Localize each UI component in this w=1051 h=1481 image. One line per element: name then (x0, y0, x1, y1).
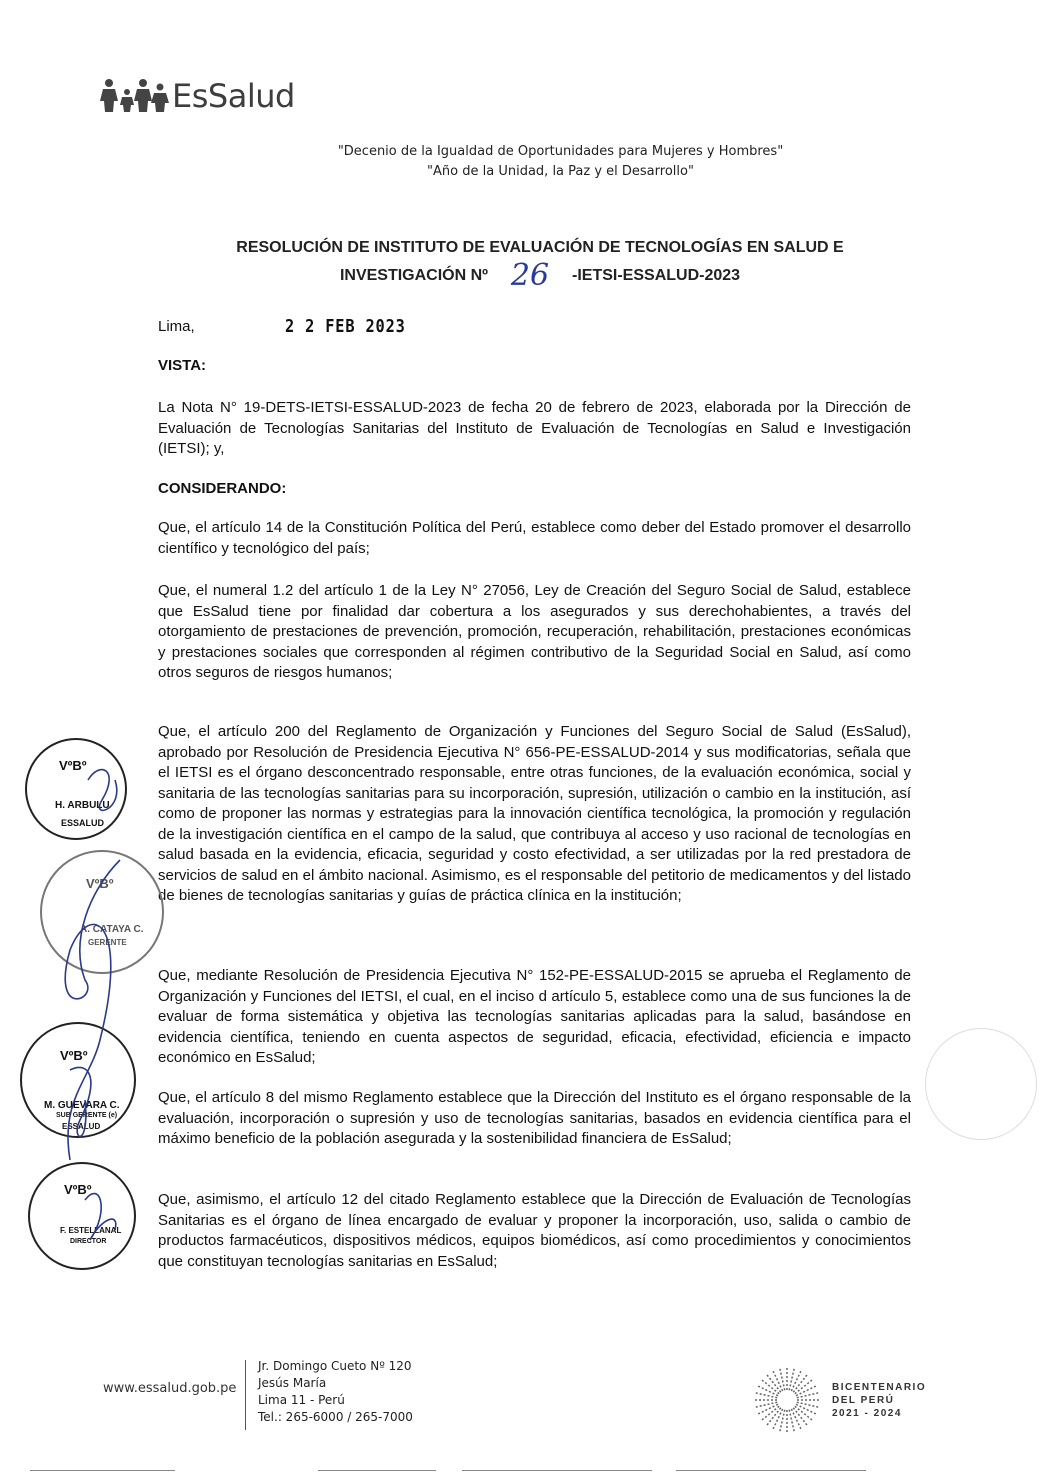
paragraph-5: Que, el artículo 8 del mismo Reglamento establece que la Dirección del Instituto es el órgano responsable de la evaluación, incorporación o supresión y uso de tecnologías sanitarias, basados en evidencia científica para el máximo beneficio de la población asegurada y la sostenibilidad financiera de EsSalud; (158, 1089, 911, 1147)
address-line-2: Jesús María (258, 1376, 327, 1390)
seal-org: ESSALUD (61, 818, 105, 828)
bicentenario-text (832, 1381, 926, 1420)
paragraph-1: Que, el artículo 14 de la Constitución Política del Perú, establece como deber del Estado promover el desarrollo científico y tecnológico del país; (158, 519, 911, 557)
bicentenario-line-3: 2021 - 2024 (832, 1408, 902, 1419)
footer-divider (245, 1360, 246, 1430)
seal-vb: VºBº (64, 1182, 92, 1197)
address-line-1: Jr. Domingo Cueto Nº 120 (258, 1359, 412, 1373)
paragraph-4: Que, mediante Resolución de Presidencia Ejecutiva N° 152-PE-ESSALUD-2015 se aprueba el Reglamento de Organización y Funciones del IETSI, el cual, en el inciso d artículo 5, establece como una de sus funciones la de evaluar de forma sistemática y objetiva las tecnologías sanitarias aplicadas para la salud, basándose en evidencia científica, teniendo en cuenta aspectos de seguridad, eficacia, efectividad, eficiencia e impacto económico en EsSalud; (158, 967, 911, 1066)
paragraph-6: Que, asimismo, el artículo 12 del citado Reglamento establece que la Dirección de Evaluación de Tecnologías Sanitarias es el órgano de línea encargado de evaluar y proponer la incorporación, uso, salida o cambio de productos farmacéuticos, dispositivos médicos, equipos biomédicos, así como procedimientos y conocimientos que constituyan tecnologías sanitarias en EsSalud; (158, 1191, 911, 1270)
handwritten-signatures (30, 740, 210, 1270)
considerando-heading: CONSIDERANDO: (158, 480, 287, 497)
bottom-rule (30, 1470, 175, 1471)
bottom-rule (676, 1470, 866, 1471)
footer-address (258, 1358, 413, 1426)
family-icon (100, 78, 170, 112)
title-suffix: -IETSI-ESSALUD-2023 (572, 267, 741, 284)
faint-seal-outline (925, 1028, 1037, 1140)
handwritten-number: 26 (510, 258, 550, 293)
date-stamp: 2 2 FEB 2023 (285, 316, 406, 337)
resolution-title (140, 234, 940, 293)
seal-role: SUB GERENTE (e) (56, 1112, 118, 1119)
title-line-2 (140, 258, 940, 293)
seal-vb: VºBº (86, 876, 114, 891)
vista-text: La Nota N° 19-DETS-IETSI-ESSALUD-2023 de fecha 20 de febrero de 2023, elaborada por la Dirección de Evaluación de Tecnologías Sanitarias del Instituto de Evaluación de Tecnologías en Salud e Investigación (IETSI); y, (158, 399, 911, 457)
seal-role: DIRECTOR (70, 1238, 107, 1245)
bottom-rule (318, 1470, 436, 1471)
paragraph-2: Que, el numeral 1.2 del artículo 1 de la Ley N° 27056, Ley de Creación del Seguro Social de Salud, establece que EsSalud tiene por finalidad dar cobertura a los asegurados y sus derechohabientes, a través del otorgamiento de prestaciones de prevención, promoción, recuperación, rehabilitación, prestaciones económicas y prestaciones sociales que corresponden al régimen contributivo de la Seguridad Social en Salud, así como otros seguros de riesgos humanos; (158, 582, 911, 681)
seal-name: A. CATAYA C. (80, 924, 144, 935)
essalud-logo (100, 77, 295, 115)
title-prefix: INVESTIGACIÓN Nº (339, 267, 489, 284)
address-phone: Tel.: 265-6000 / 265-7000 (258, 1410, 413, 1424)
seal-name: F. ESTELLANAL (60, 1226, 122, 1235)
address-line-3: Lima 11 - Perú (258, 1393, 345, 1407)
footer-url: www.essalud.gob.pe (103, 1381, 237, 1396)
paragraph-3: Que, el artículo 200 del Reglamento de Organización y Funciones del Seguro Social de Salud (EsSalud), aprobado por Resolución de Presidencia Ejecutiva N° 656-PE-ESSALUD-2014 y sus modificatorias, señala que el IETSI es el órgano desconcentrado responsable, entre otras funciones, de la evaluación económica, social y sanitaria de las tecnologías sanitarias para su incorporación, supresión, utilización o cambio en la institución, así como de proponer las normas y estrategias para la innovación científica tecnológica, la promoción y regulación de la investigación científica en el campo de la salud, que contribuya al acceso y uso racional de tecnologías en salud basada en la evidencia, eficacia, seguridad y costo efectividad, a ser utilizadas por la red prestadora de servicios de salud en el ámbito nacional. Asimismo, es el responsable del petitorio de medicamentos y del listado de bienes de tecnologías sanitarias y guías de práctica clínica en la institución; (158, 723, 911, 904)
title-line-1: RESOLUCIÓN DE INSTITUTO DE EVALUACIÓN DE TECNOLOGÍAS EN SALUD E (236, 239, 844, 256)
seal-role: GERENTE (88, 938, 127, 947)
bicentenario-line-2: DEL PERÚ (832, 1395, 895, 1406)
bottom-rule (462, 1470, 652, 1471)
slogans (0, 142, 1051, 182)
bicentenario-line-1: BICENTENARIO (832, 1382, 927, 1393)
vista-heading: VISTA: (158, 357, 207, 374)
seal-name: M. GUEVARA C. (44, 1100, 120, 1111)
seal-vb: VºBº (60, 1048, 88, 1063)
seal-vb: VºBº (59, 758, 87, 773)
bicentenario-sunburst-icon (752, 1365, 822, 1435)
place: Lima, (158, 318, 195, 335)
slogan-decenio: "Decenio de la Igualdad de Oportunidades para Mujeres y Hombres" (337, 144, 784, 159)
logo-text: EsSalud (172, 77, 295, 115)
seal-name: H. ARBULU (55, 800, 110, 811)
seal-org: ESSALUD (62, 1122, 101, 1131)
slogan-anio: "Año de la Unidad, la Paz y el Desarrollo" (427, 164, 694, 179)
